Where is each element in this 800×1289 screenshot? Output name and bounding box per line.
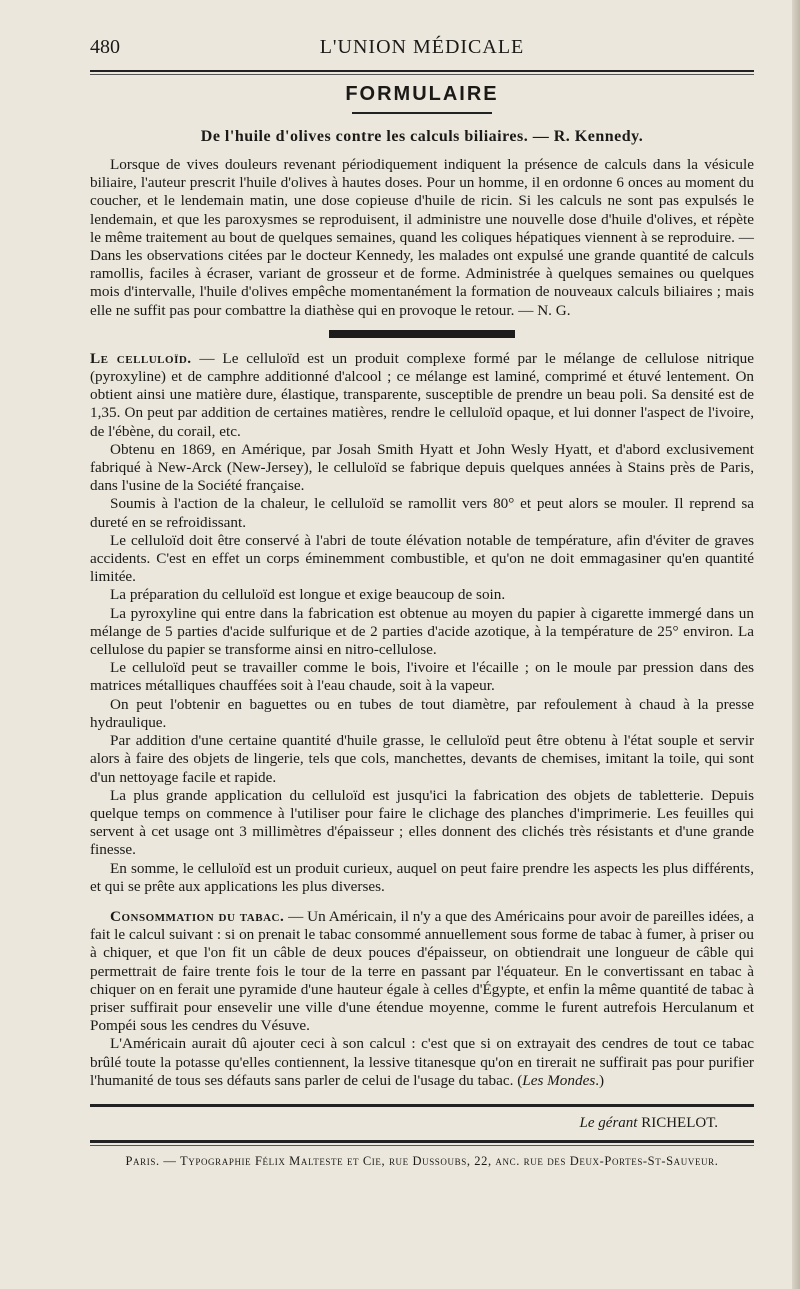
page-header [90,36,754,64]
header-rule-thin [90,74,754,75]
article-text: — Un Américain, il n'y a que des Américains pour avoir de pareilles idées, a fait le calcul suivant : si on prenait le tabac consommé annuellement sous forme de tabac à fumer, à priser ou à chiquer, et que l'on fit un câble de deux pouces d'épaisseur, on obtiendrait une longueur de câble qui permettrait de faire trente fois le tour de la terre en passant par l'équateur. En le convertissant en tabac à chiquer on en ferait une pyramide d'une hauteur égale à celles d'Égypte, et enfin la même quantité de tabac à priser suffirait pour ensevelir une ville d'une étendue moyenne, comme le furent autrefois Herculanum et Pompéi sous les cendres du Vésuve. [90,907,754,1035]
imprint-rule-thin [90,1145,754,1146]
article-paragraph [90,908,754,1035]
article-paragraph: Soumis à l'action de la chaleur, le celluloïd se ramollit vers 80° et peut alors se mouler. Il reprend sa dureté en se refroidissant. [90,495,754,531]
article-title-olive-oil: De l'huile d'olives contre les calculs biliaires. — R. Kennedy. [200,128,644,145]
section-divider [329,330,515,338]
section-title: FORMULAIRE [345,83,499,105]
article-lead-celluloid: Le celluloïd. [90,349,192,367]
article-paragraph [90,1035,754,1090]
printer-imprint: Paris. — Typographie Félix Malteste et Cie, rue Dussoubs, 22, anc. rue des Deux-Portes-St-Sauveur. [125,1153,719,1168]
page-number: 480 [90,36,120,58]
article-paragraph: La pyroxyline qui entre dans la fabrication est obtenue au moyen du papier à cigarette immergé dans un mélange de 5 parties d'acide sulfurique et de 2 parties d'acide azotique, à la température de 25° environ. La cellulose du papier se transforme ainsi en nitro-cellulose. [90,604,754,659]
article-paragraph: En somme, le celluloïd est un produit curieux, auquel on peut faire prendre les aspects les plus différents, et qui se prête aux applications les plus diverses. [90,859,754,895]
article-paragraph [90,350,754,441]
article-text: — Le celluloïd est un produit complexe formé par le mélange de cellulose nitrique (pyroxyline) et de camphre additionné d'alcool ; ce mélange est laminé, comprimé et étuvé lentement. On obtient ainsi une matière dure, élastique, transparente, susceptible de prendre un beau poli. Sa densité est de 1,35. On peut par addition de certaines matières, rendre le celluloïd opaque, et lui donner l'aspect de l'ivoire, de l'ébène, du corail, etc. [90,349,754,440]
manager-label: Le gérant [579,1114,638,1131]
spacer [90,896,754,908]
section-underline [352,112,492,114]
manager-signature [90,1115,754,1132]
source-citation: Les Mondes [522,1071,596,1089]
article-paragraph: On peut l'obtenir en baguettes ou en tubes de tout diamètre, par refoulement à chaud à la presse hydraulique. [90,695,754,731]
article-text: L'Américain aurait dû ajouter ceci à son calcul : c'est que si on extrayait des cendres de tout ce tabac brûlé toute la potasse qu'elles contiennent, la lessive titanesque qu'on en tirerait ne suffirait pas pour purifier l'humanité de tous ses défauts sans parler de celui de l'usage du tabac. ( [90,1035,754,1089]
manager-name: RICHELOT. [641,1114,718,1131]
page-edge [792,0,800,1289]
imprint-rule [90,1140,754,1143]
header-rule [90,70,754,72]
running-title: L'UNION MÉDICALE [319,36,525,58]
article-lead-tobacco: Consommation du tabac. [110,907,285,925]
article-paragraph: Le celluloïd doit être conservé à l'abri de toute élévation notable de température, afin d'éviter de graves accidents. C'est en effet un corps éminemment combustible, et qu'on ne doit emmagasiner qu'en quantité limitée. [90,531,754,586]
article-paragraph: La préparation du celluloïd est longue et exige beaucoup de soin. [110,586,506,604]
article-paragraph: Par addition d'une certaine quantité d'huile grasse, le celluloïd peut être obtenu à l'état souple et servir alors à faire des objets de lingerie, tels que cols, manchettes, devants de chemises, imitant la toile, qui sont d'un nettoyage facile et rapide. [90,732,754,786]
article-paragraph: Le celluloïd peut se travailler comme le bois, l'ivoire et l'écaille ; on le moule par pression dans des matrices métalliques chauffées soit à l'eau chaude, soit à la vapeur. [90,659,754,695]
article-paragraph: Obtenu en 1869, en Amérique, par Josah Smith Hyatt et John Wesly Hyatt, et d'abord exclusivement fabriqué à New-Arck (New-Jersey), le celluloïd se fabrique depuis quelques années à Stains près de Paris, dans l'usine de la Société française. [90,440,754,495]
source-citation-end: .) [595,1071,605,1089]
article-paragraph: Lorsque de vives douleurs revenant périodiquement indiquent la présence de calculs dans la vésicule biliaire, l'auteur prescrit l'huile d'olives à hautes doses. Pour un homme, il en ordonne 6 onces au moment du coucher, et le lendemain matin, une dose copieuse d'huile de ricin. Si les calculs ne sont pas expulsés le lendemain, et que les paroxysmes se reproduisent, il administre une nouvelle dose d'huile d'olives, et répète le même traitement au bout de quelques semaines, quand les coliques hépatiques viennent à se reproduire. — Dans les observations citées par le docteur Kennedy, les malades ont expulsé une grande quantité de calculs ramollis, faciles à écraser, variant de grosseur et de forme. Administrée à quelques semaines ou quelques mois d'intervalle, l'huile d'olives empêche momentanément la formation de nouveaux calculs biliaires ; mais elle ne suffit pas pour combattre la diathèse qui en provoque le retour. — N. G. [90,156,754,319]
footer-rule [90,1104,754,1107]
article-paragraph: La plus grande application du celluloïd est jusqu'ici la fabrication des objets de tabletterie. Depuis quelque temps on commence à l'utiliser pour faire le clichage des planches d'imprimerie. Les feuilles qui servent à cet usage ont 3 millimètres d'épaisseur ; elles donnent des clichés très résistants et d'une grande finesse. [90,786,754,859]
